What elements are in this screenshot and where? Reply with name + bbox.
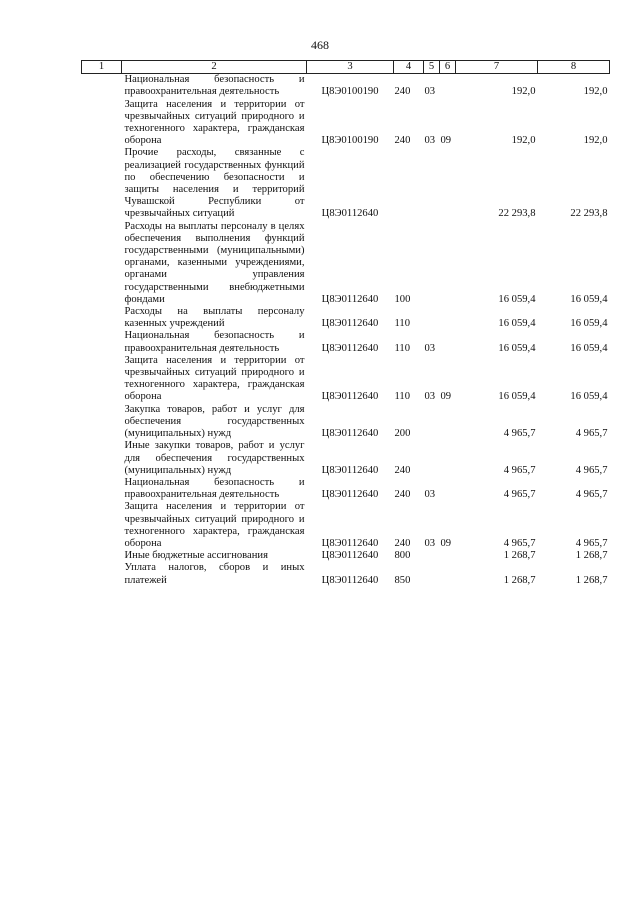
- amount-col7: 1 268,7: [503, 574, 536, 586]
- amount-col8: 4 965,7: [575, 537, 608, 549]
- expense-type-code: 110: [394, 318, 410, 330]
- amount-col7: 4 965,7: [503, 489, 536, 501]
- expense-type-code: 110: [394, 391, 410, 403]
- amount-col8: 4 965,7: [575, 489, 608, 501]
- section-code: 03: [424, 86, 436, 98]
- empty-cell: [82, 221, 122, 306]
- subsection-code: [440, 562, 456, 586]
- table-row: [82, 99, 610, 148]
- expense-type-code: 850: [394, 574, 411, 586]
- column-header: 8: [538, 61, 610, 74]
- expense-name: Иные бюджетные ассигнования: [124, 550, 268, 562]
- subsection-code: [440, 440, 456, 477]
- expense-type-code: 240: [394, 537, 411, 549]
- amount-col8: 22 293,8: [570, 208, 608, 220]
- subsection-code: [440, 330, 456, 354]
- subsection-code: [440, 306, 456, 330]
- expense-name: Защита населения и территории от чрезвычайных ситуаций природного и техногенного характера, гражданская оборона: [124, 354, 305, 403]
- column-header: 5: [424, 61, 440, 74]
- section-code: [424, 221, 440, 306]
- expense-name: Иные закупки товаров, работ и услуг для обеспечения государственных (муниципальных) нужд: [124, 440, 305, 476]
- section-code: 03: [424, 537, 436, 549]
- column-header: 6: [440, 61, 456, 74]
- expense-type-code: 200: [394, 428, 411, 440]
- expense-name: Закупка товаров, работ и услуг для обеспечения государственных (муниципальных) нужд: [124, 403, 305, 440]
- expense-name: Национальная безопасность и правоохранительная деятельность: [124, 74, 305, 98]
- amount-col8: 16 059,4: [570, 391, 608, 403]
- section-code: 03: [424, 489, 436, 501]
- column-header: 3: [307, 61, 394, 74]
- empty-cell: [82, 501, 122, 550]
- expense-type-code: 240: [394, 464, 411, 476]
- amount-col8: 16 059,4: [570, 293, 608, 305]
- subsection-code: 09: [440, 537, 452, 549]
- subsection-code: 09: [440, 391, 452, 403]
- empty-cell: [82, 330, 122, 354]
- empty-cell: [82, 477, 122, 501]
- section-code: [424, 440, 440, 477]
- amount-col8: 16 059,4: [570, 342, 608, 354]
- target-code: Ц8Э0112640: [321, 428, 379, 440]
- table-row: [82, 404, 610, 441]
- amount-col7: 16 059,4: [498, 293, 536, 305]
- subsection-code: [440, 147, 456, 220]
- target-code: Ц8Э0112640: [321, 550, 379, 562]
- subsection-code: [440, 221, 456, 306]
- amount-col8: 192,0: [583, 86, 608, 98]
- amount-col7: 192,0: [511, 86, 536, 98]
- empty-cell: [82, 355, 122, 404]
- table-row: [82, 562, 610, 586]
- amount-col8: 16 059,4: [570, 318, 608, 330]
- expense-type-code: 100: [394, 293, 411, 305]
- table-row: [82, 501, 610, 550]
- target-code: Ц8Э0112640: [321, 342, 379, 354]
- subsection-code: [440, 477, 456, 501]
- table-row: [82, 147, 610, 220]
- target-code: Ц8Э0112640: [321, 464, 379, 476]
- amount-col8: 4 965,7: [575, 428, 608, 440]
- target-code: Ц8Э0112640: [321, 489, 379, 501]
- table-row: [82, 330, 610, 354]
- subsection-code: [440, 550, 456, 562]
- amount-col7: 16 059,4: [498, 318, 536, 330]
- target-code: Ц8Э0100190: [321, 135, 379, 147]
- expense-name: Расходы на выплаты персоналу в целях обеспечения выполнения функций государственными (муниципальными) органами, казенными учреждениями, органами управления государственными внебюджетными фондами: [124, 220, 305, 305]
- expense-type-code: 240: [394, 135, 411, 147]
- budget-table: [81, 60, 610, 587]
- table-row: [82, 477, 610, 501]
- amount-col7: 192,0: [511, 135, 536, 147]
- column-header: 1: [82, 61, 122, 74]
- empty-cell: [82, 306, 122, 330]
- expense-name: Защита населения и территории от чрезвычайных ситуаций природного и техногенного характера, гражданская оборона: [124, 98, 305, 147]
- expense-name: Расходы на выплаты персоналу казенных учреждений: [124, 306, 305, 330]
- section-code: [424, 550, 440, 562]
- expense-name: Защита населения и территории от чрезвычайных ситуаций природного и техногенного характера, гражданская оборона: [124, 501, 305, 549]
- subsection-code: 09: [440, 135, 452, 147]
- empty-cell: [82, 550, 122, 562]
- amount-col7: 4 965,7: [503, 428, 536, 440]
- amount-col7: 4 965,7: [503, 464, 536, 476]
- empty-cell: [82, 74, 122, 99]
- expense-name: Национальная безопасность и правоохранительная деятельность: [124, 476, 305, 501]
- column-header: 4: [394, 61, 424, 74]
- expense-type-code: [394, 147, 424, 220]
- table-row: [82, 74, 610, 99]
- expense-type-code: 240: [394, 489, 411, 501]
- target-code: Ц8Э0112640: [321, 537, 379, 549]
- target-code: Ц8Э0112640: [321, 293, 379, 305]
- section-code: 03: [424, 135, 436, 147]
- expense-type-code: 240: [394, 86, 411, 98]
- expense-name: Национальная безопасность и правоохранительная деятельность: [124, 330, 305, 354]
- empty-cell: [82, 440, 122, 477]
- target-code: Ц8Э0112640: [321, 574, 379, 586]
- page-number: 468: [311, 38, 329, 52]
- empty-cell: [82, 99, 122, 148]
- section-code: [424, 404, 440, 441]
- table-row: [82, 355, 610, 404]
- table-row: [82, 550, 610, 562]
- amount-col7: 16 059,4: [498, 391, 536, 403]
- expense-type-code: 800: [394, 550, 411, 562]
- amount-col8: 4 965,7: [575, 464, 608, 476]
- target-code: Ц8Э0112640: [321, 391, 379, 403]
- empty-cell: [82, 147, 122, 220]
- expense-type-code: 110: [394, 342, 410, 354]
- column-number-row: [82, 61, 610, 74]
- target-code: Ц8Э0100190: [321, 86, 379, 98]
- subsection-code: [440, 404, 456, 441]
- section-code: [424, 147, 440, 220]
- target-code: Ц8Э0112640: [321, 318, 379, 330]
- expense-name: Прочие расходы, связанные с реализацией государственных функций по обеспечению безопасности и защиты населения и территорий Чувашской Республики от чрезвычайных ситуаций: [124, 147, 305, 220]
- table-row: [82, 221, 610, 306]
- table-row: [82, 440, 610, 477]
- amount-col7: 16 059,4: [498, 342, 536, 354]
- section-code: [424, 562, 440, 586]
- empty-cell: [82, 562, 122, 586]
- column-header: 7: [456, 61, 538, 74]
- amount-col8: 1 268,7: [575, 550, 608, 562]
- empty-cell: [82, 404, 122, 441]
- amount-col7: 22 293,8: [498, 208, 536, 220]
- table-row: [82, 306, 610, 330]
- section-code: 03: [424, 342, 436, 354]
- amount-col7: 4 965,7: [503, 537, 536, 549]
- section-code: [424, 306, 440, 330]
- section-code: 03: [424, 391, 436, 403]
- amount-col7: 1 268,7: [503, 550, 536, 562]
- target-code: Ц8Э0112640: [321, 208, 379, 220]
- column-header: 2: [122, 61, 307, 74]
- amount-col8: 192,0: [583, 135, 608, 147]
- expense-name: Уплата налогов, сборов и иных платежей: [124, 562, 305, 586]
- amount-col8: 1 268,7: [575, 574, 608, 586]
- subsection-code: [440, 74, 456, 99]
